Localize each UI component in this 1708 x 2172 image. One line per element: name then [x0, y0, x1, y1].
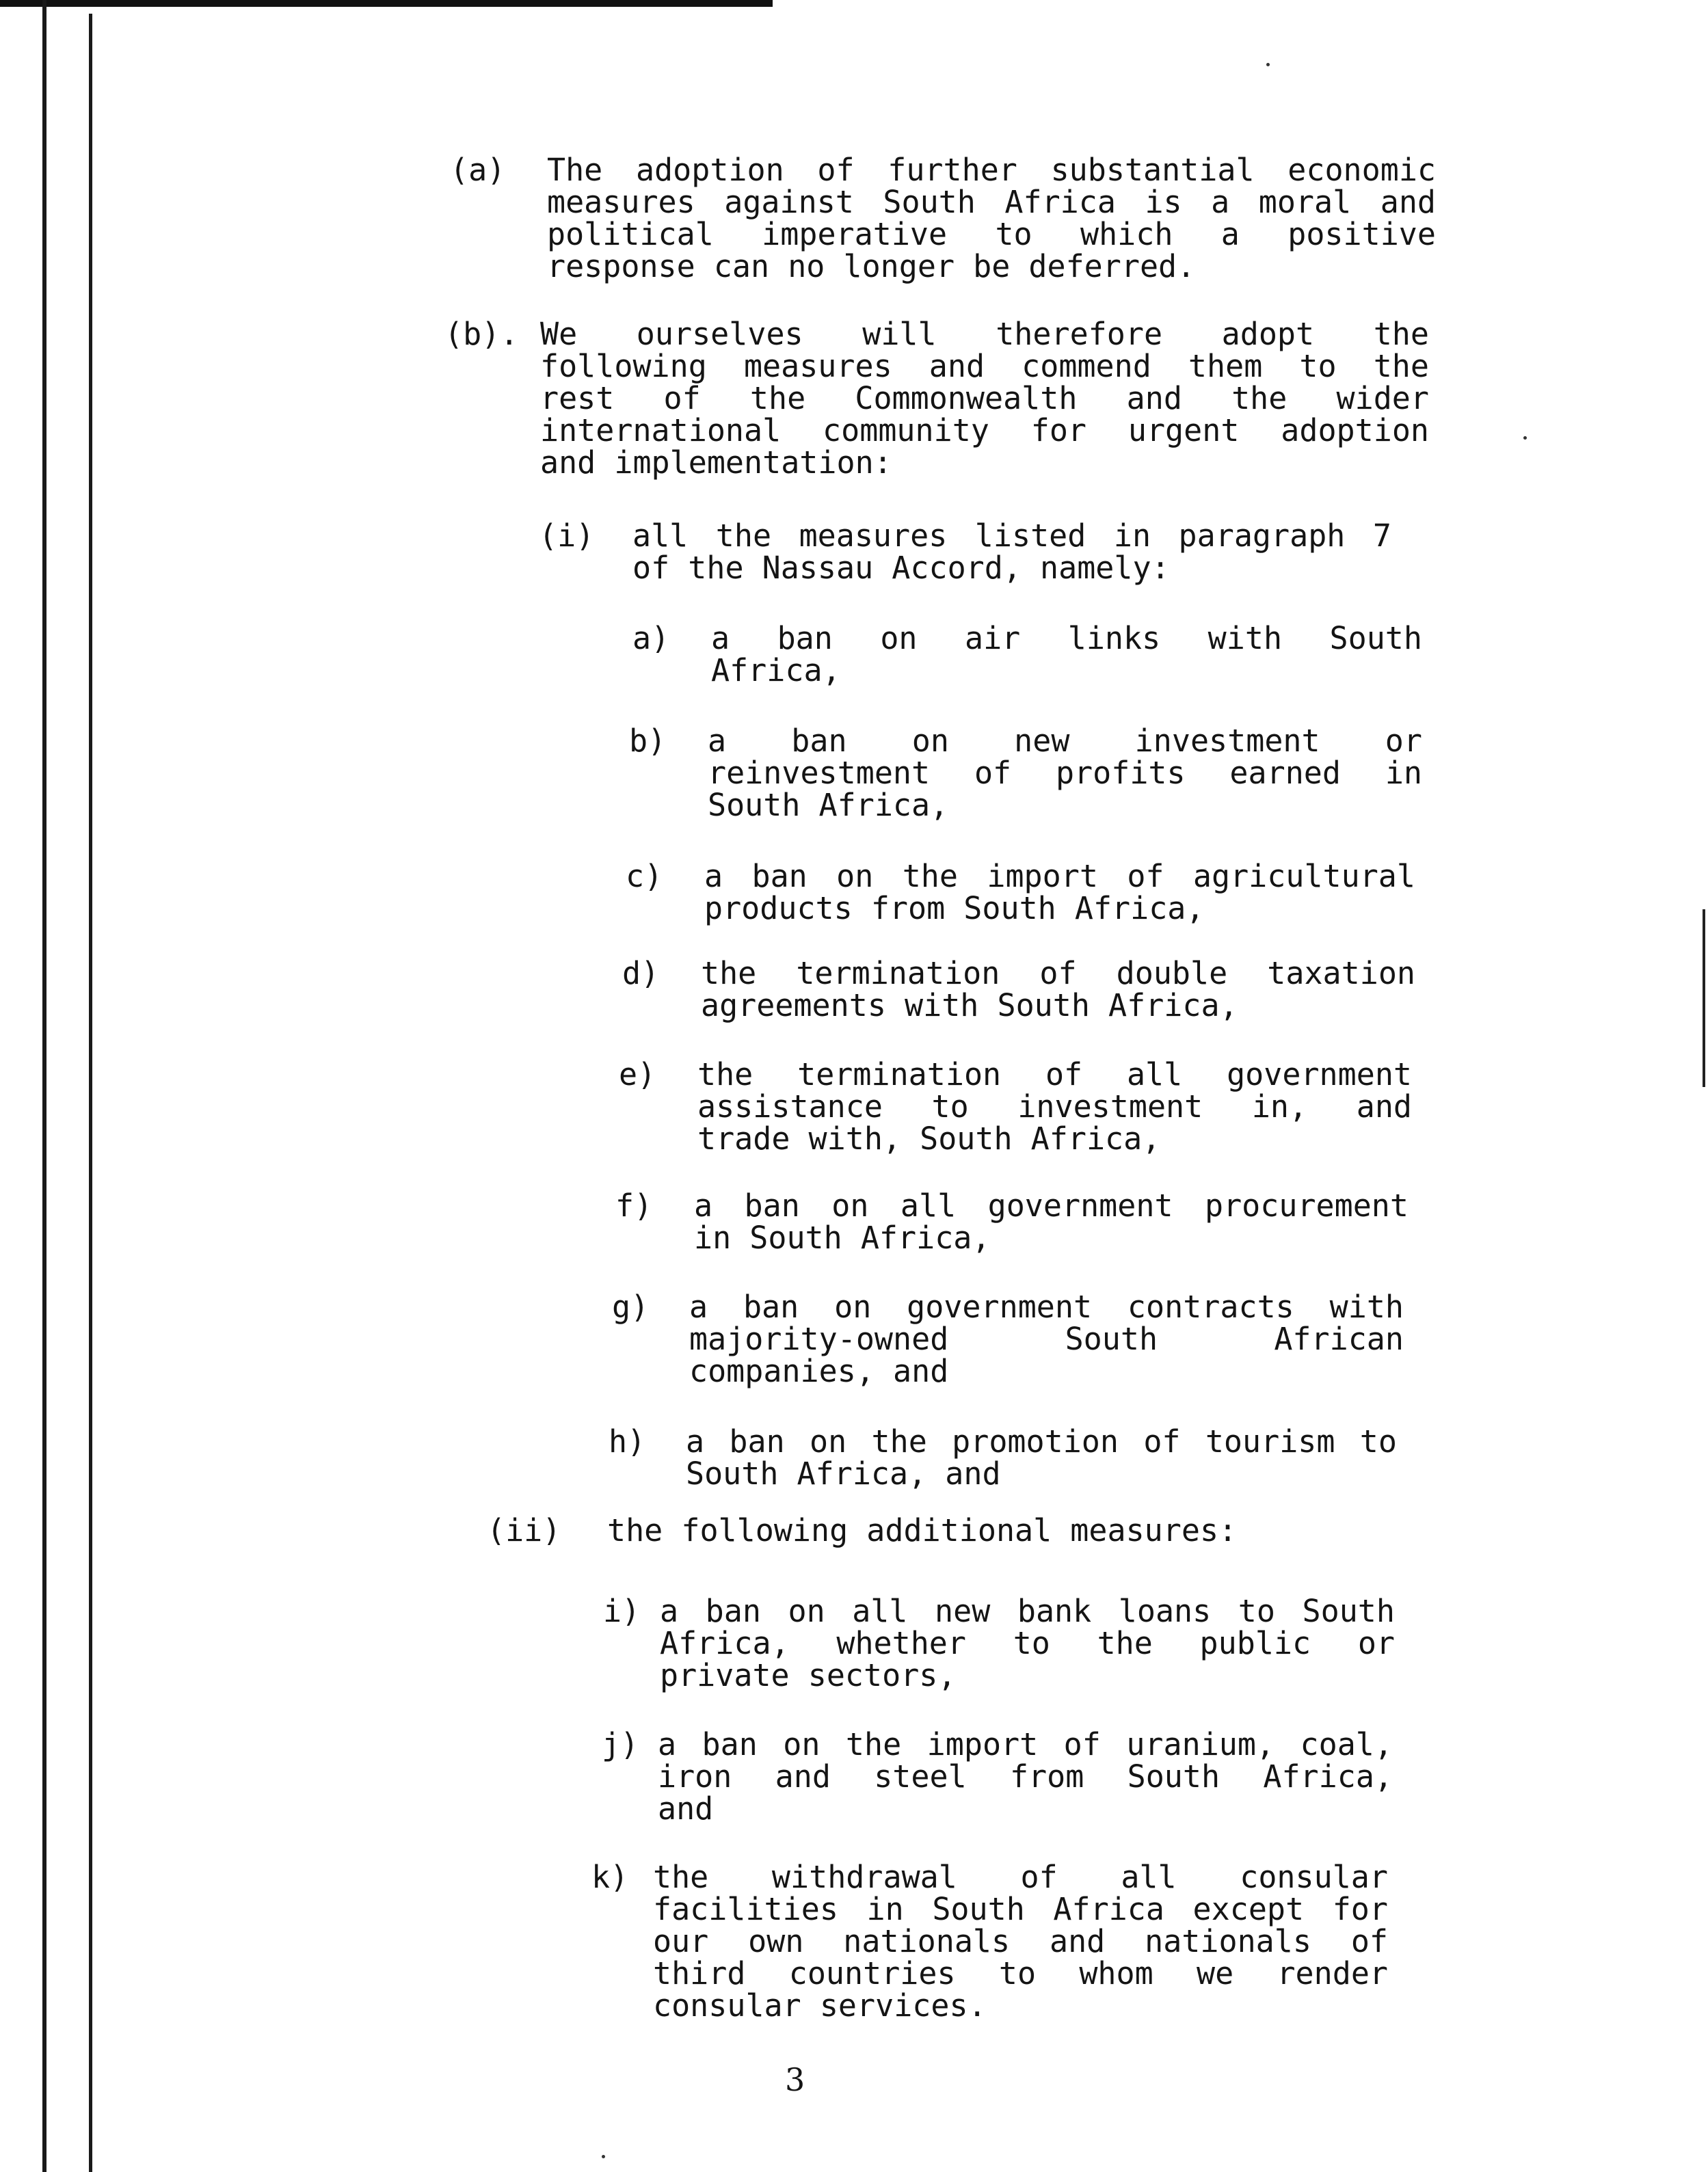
- text-line: and: [658, 1791, 714, 1827]
- item-text: [704, 860, 1415, 924]
- item-label: a): [632, 620, 670, 656]
- text-line: products from South Africa,: [704, 890, 1205, 926]
- text-line: a ban on the promotion of tourism to: [686, 1423, 1397, 1460]
- text-line: the withdrawal of all consular: [653, 1859, 1388, 1895]
- text-line: The adoption of further substantial economic: [547, 152, 1436, 188]
- text-line: majority-owned South African: [689, 1321, 1404, 1357]
- text-line: companies, and: [689, 1353, 949, 1389]
- text-line: South Africa,: [708, 787, 949, 823]
- text-line: rest of the Commonwealth and the wider: [540, 380, 1429, 416]
- text-line: a ban on all government procurement: [694, 1188, 1409, 1224]
- item-text: [701, 957, 1415, 1021]
- item-text: [607, 1514, 1291, 1546]
- text-line: facilities in South Africa except for: [653, 1891, 1388, 1927]
- item-label: (ii): [487, 1512, 561, 1548]
- text-line: consular services.: [653, 1987, 987, 2024]
- text-line: Africa,: [711, 652, 841, 688]
- item-label: f): [615, 1188, 653, 1224]
- text-line: political imperative to which a positive: [547, 216, 1436, 252]
- text-line: iron and steel from South Africa,: [658, 1758, 1393, 1795]
- item-label: i): [603, 1593, 641, 1629]
- text-line: international community for urgent adoption: [540, 412, 1429, 448]
- text-line: of the Nassau Accord, namely:: [632, 550, 1170, 586]
- item-text: [694, 1190, 1409, 1254]
- text-line: trade with, South Africa,: [697, 1121, 1161, 1157]
- scan-border-left-outer: [42, 0, 46, 2172]
- text-line: a ban on the import of agricultural: [704, 858, 1415, 894]
- text-line: Africa, whether to the public or: [660, 1625, 1395, 1661]
- item-text: [660, 1595, 1395, 1691]
- text-line: reinvestment of profits earned in: [708, 755, 1422, 791]
- item-text: [708, 725, 1422, 821]
- scan-speck: [1523, 436, 1527, 440]
- item-label: e): [619, 1056, 656, 1092]
- text-line: following measures and commend them to the: [540, 348, 1429, 384]
- item-text: [540, 318, 1429, 479]
- item-label: d): [622, 955, 660, 991]
- item-text: [689, 1291, 1404, 1387]
- item-label: j): [602, 1726, 639, 1762]
- scan-border-top: [0, 0, 773, 7]
- item-label: (a): [450, 152, 506, 188]
- text-line: a ban on the import of uranium, coal,: [658, 1726, 1393, 1762]
- text-line: the termination of double taxation: [701, 955, 1415, 991]
- text-line: a ban on new investment or: [708, 723, 1422, 759]
- text-line: measures against South Africa is a moral and: [547, 184, 1436, 220]
- scan-speck: [602, 2155, 605, 2158]
- text-line: and implementation:: [540, 444, 892, 481]
- text-line: third countries to whom we render: [653, 1955, 1388, 1992]
- item-text: [686, 1425, 1397, 1490]
- text-line: our own nationals and nationals of: [653, 1923, 1388, 1959]
- text-line: response can no longer be deferred.: [547, 248, 1196, 284]
- item-text: [711, 622, 1422, 686]
- item-label: c): [626, 858, 663, 894]
- item-label: (b).: [444, 316, 519, 352]
- item-label: b): [629, 723, 667, 759]
- scan-mark-right: [1703, 909, 1705, 1087]
- text-line: the termination of all government: [697, 1056, 1412, 1092]
- text-line: We ourselves will therefore adopt the: [540, 316, 1429, 352]
- item-text: [658, 1728, 1393, 1825]
- item-text: [547, 154, 1436, 282]
- page-number: 3: [785, 2061, 805, 2098]
- item-text: [632, 520, 1391, 584]
- item-label: (i): [539, 518, 595, 554]
- text-line: a ban on government contracts with: [689, 1289, 1404, 1325]
- text-line: a ban on all new bank loans to South: [660, 1593, 1395, 1629]
- text-line: in South Africa,: [694, 1220, 991, 1256]
- text-line: agreements with South Africa,: [701, 987, 1238, 1023]
- item-label: g): [612, 1289, 650, 1325]
- item-text: [653, 1861, 1388, 2022]
- text-line: the following additional measures:: [607, 1512, 1238, 1548]
- item-label: k): [591, 1859, 629, 1895]
- scan-border-left-inner: [89, 14, 92, 2172]
- item-text: [697, 1058, 1412, 1155]
- text-line: private sectors,: [660, 1657, 957, 1693]
- text-line: a ban on air links with South: [711, 620, 1422, 656]
- item-label: h): [609, 1423, 646, 1460]
- scan-speck: [1266, 63, 1270, 66]
- text-line: all the measures listed in paragraph 7: [632, 518, 1391, 554]
- text-line: assistance to investment in, and: [697, 1088, 1412, 1125]
- text-line: South Africa, and: [686, 1456, 1001, 1492]
